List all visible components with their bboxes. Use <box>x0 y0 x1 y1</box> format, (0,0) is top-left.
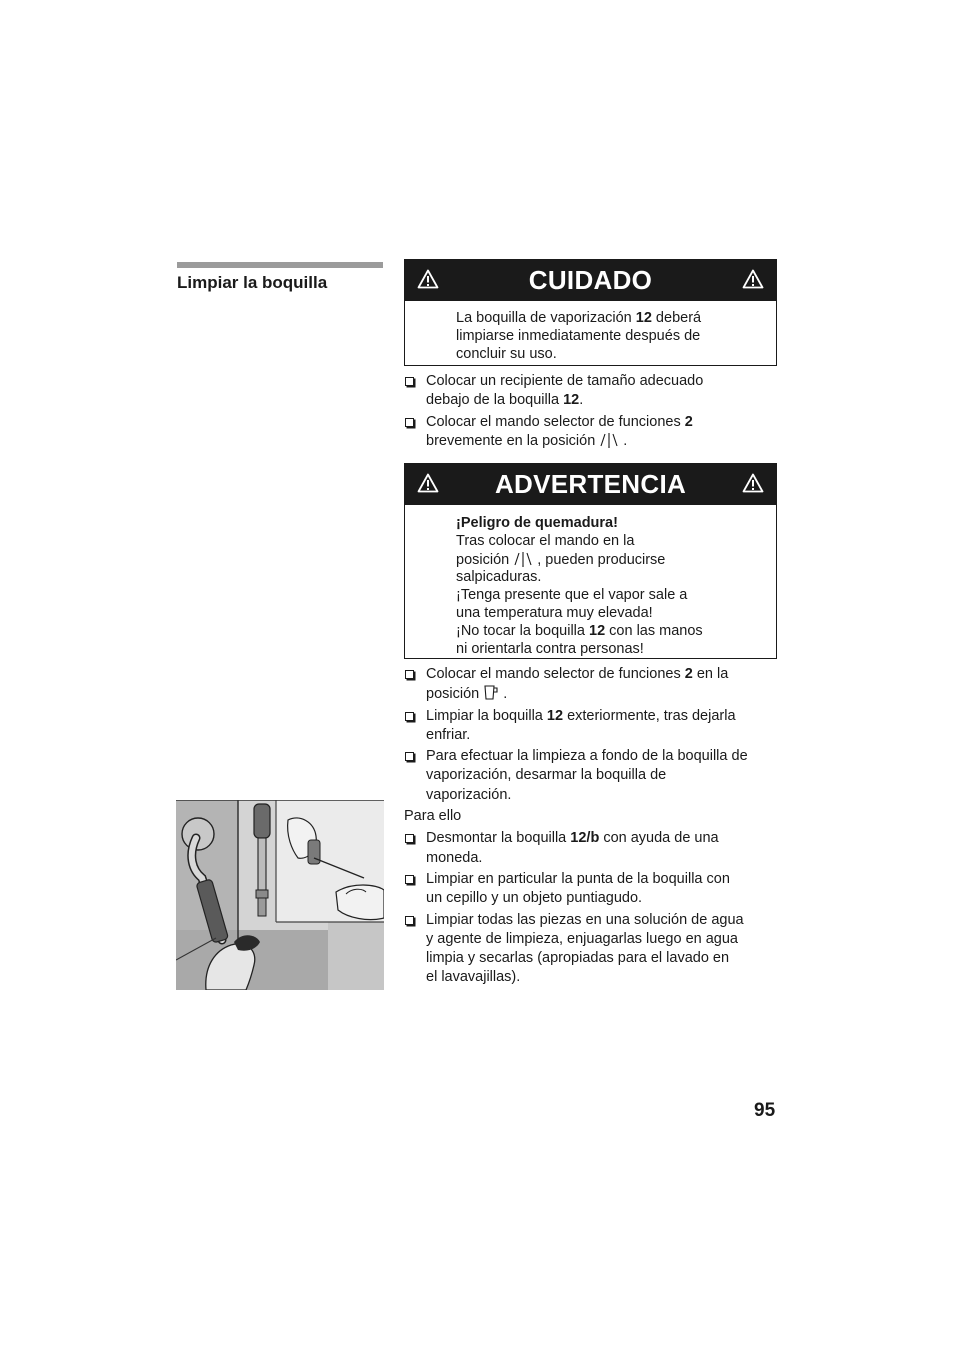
cup-symbol-icon <box>482 684 500 701</box>
step-text: brevemente en la posición <box>426 432 596 449</box>
nozzle-cleaning-illustration-art <box>176 800 384 990</box>
step-text: Desmontar la boquilla <box>426 830 571 847</box>
checkbox-bullet-icon <box>405 377 414 386</box>
checkbox-bullet-icon <box>405 752 414 761</box>
step-text: Limpiar la boquilla <box>426 707 547 724</box>
list-item <box>404 372 774 411</box>
checkbox-bullet-icon <box>405 834 414 843</box>
paragraph-text: Para ello <box>404 808 462 825</box>
list-item <box>404 707 774 746</box>
step-text: . <box>503 686 508 703</box>
page-number: 95 <box>754 1100 776 1121</box>
warning-line: posición <box>456 551 510 568</box>
steam-symbol-icon <box>598 432 620 448</box>
step-text: debajo de la boquilla <box>426 392 564 409</box>
warning-title: ADVERTENCIA <box>494 469 687 499</box>
warning-header <box>405 464 776 505</box>
nozzle-cleaning-illustration <box>176 800 384 990</box>
step-text: limpia y secarlas (apropiadas para el lavado en <box>426 950 730 967</box>
part-ref: 12 <box>563 392 580 409</box>
list-item <box>404 911 774 988</box>
caution-line: La boquilla de vaporización <box>456 310 636 326</box>
part-ref: 12 <box>635 310 652 326</box>
step-text: en la <box>692 666 729 682</box>
steps-list-1 <box>404 372 774 453</box>
part-ref: 12 <box>546 707 564 724</box>
step-text: Colocar el mando selector de funciones <box>426 666 685 682</box>
checkbox-bullet-icon <box>405 875 414 884</box>
warning-triangle-icon <box>417 473 439 493</box>
steps-list-2 <box>404 665 774 990</box>
warning-triangle-icon <box>742 473 764 493</box>
warning-line: una temperatura muy elevada! <box>456 604 653 621</box>
warning-line: ¡Tenga presente que el vapor sale a <box>456 587 688 604</box>
part-ref: 12 <box>589 622 606 639</box>
step-text: posición <box>426 686 480 703</box>
step-text: Colocar el mando selector de funciones <box>426 413 685 430</box>
caution-header <box>405 260 776 301</box>
step-text: el lavavajillas). <box>426 969 521 986</box>
step-text: Limpiar en particular la punta de la boquilla con <box>426 870 730 887</box>
step-text: . <box>623 432 628 449</box>
caution-title: CUIDADO <box>528 265 653 295</box>
step-text: enfriar. <box>426 726 471 743</box>
step-text: vaporización, desarmar la boquilla de <box>426 767 667 784</box>
warning-triangle-icon <box>417 269 439 289</box>
section-title: Limpiar la boquilla <box>177 273 328 292</box>
caution-line: limpiarse inmediatamente después de <box>456 327 701 344</box>
list-item <box>404 413 774 452</box>
checkbox-bullet-icon <box>405 418 414 427</box>
step-text: Limpiar todas las piezas en una solución de agua <box>426 911 744 928</box>
warning-line: ni orientarla contra personas! <box>456 640 644 657</box>
step-text: vaporización. <box>426 786 512 803</box>
step-text: moneda. <box>426 849 483 866</box>
warning-line: Tras colocar el mando en la <box>456 532 635 549</box>
step-text: con ayuda de una <box>599 830 719 847</box>
warning-text <box>405 505 776 660</box>
step-text: exteriormente, tras dejarla <box>563 707 736 724</box>
warning-line: con las manos <box>605 622 703 639</box>
warning-line: ¡No tocar la boquilla <box>456 622 589 639</box>
step-text: . <box>579 392 584 409</box>
step-text: Colocar un recipiente de tamaño adecuado <box>426 373 704 389</box>
warning-line: , pueden producirse <box>537 551 666 568</box>
step-text: un cepillo y un objeto puntiagudo. <box>426 890 643 907</box>
list-item <box>404 870 774 909</box>
caution-text <box>405 301 776 365</box>
checkbox-bullet-icon <box>405 916 414 925</box>
step-text: y agente de limpieza, enjuagarlas luego en agua <box>426 930 738 947</box>
caution-line: deberá <box>651 310 702 326</box>
step-text: Para efectuar la limpieza a fondo de la boquilla de <box>426 748 748 765</box>
warning-headline: ¡Peligro de quemadura! <box>456 515 618 531</box>
part-ref: 12/b <box>570 830 600 847</box>
list-item <box>404 747 774 805</box>
section-rule <box>177 262 383 268</box>
checkbox-bullet-icon <box>405 712 414 721</box>
warning-line: salpicaduras. <box>456 569 542 586</box>
caution-line: concluir su uso. <box>456 345 557 362</box>
list-item <box>404 829 774 868</box>
list-item <box>404 665 774 705</box>
warning-triangle-icon <box>742 269 764 289</box>
part-ref: 2 <box>684 666 693 682</box>
checkbox-bullet-icon <box>405 670 414 679</box>
caution-box <box>404 259 777 366</box>
part-ref: 2 <box>684 413 693 430</box>
steam-symbol-icon <box>512 551 534 567</box>
warning-box <box>404 463 777 659</box>
